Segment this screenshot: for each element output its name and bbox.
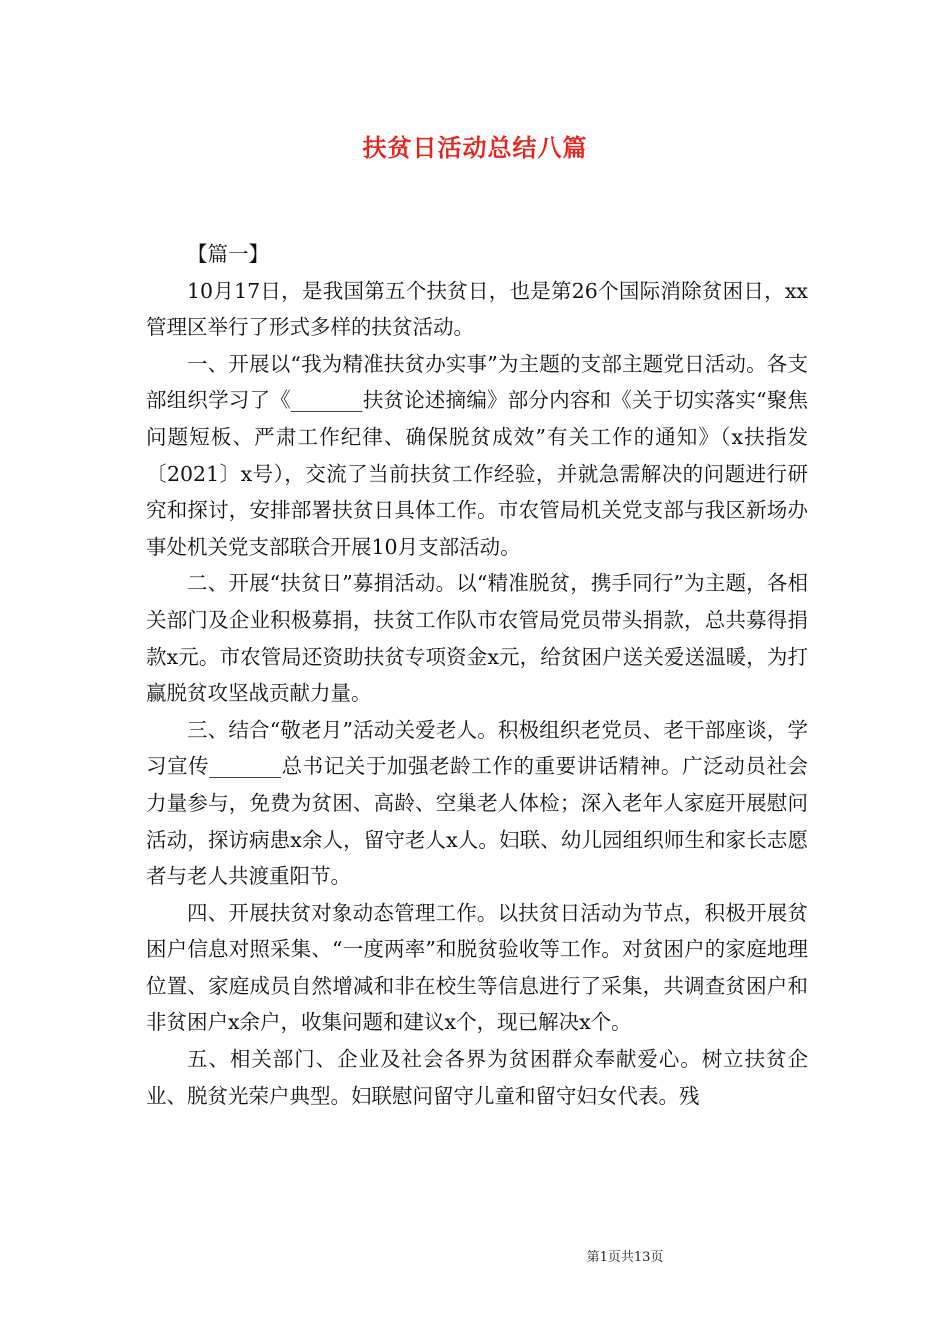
- paragraph-item-4: 四、开展扶贫对象动态管理工作。以扶贫日活动为节点，积极开展贫困户信息对照采集、“一度两率”和脱贫验收等工作。对贫困户的家庭地理位置、家庭成员自然增减和非在校生等信息进行了采集，共调查贫困户和非贫困户x余户，收集问题和建议x个，现已解决x个。: [146, 900, 808, 1035]
- paragraph-intro: 10月17日，是我国第五个扶贫日，也是第26个国际消除贫困日，xx管理区举行了形式多样的扶贫活动。: [146, 278, 808, 340]
- document-title: 扶贫日活动总结八篇: [362, 133, 588, 162]
- paragraph-item-1: 一、开展以“我为精准扶贫办实事”为主题的支部主题党日活动。各支部组织学习了《_______扶贫论述摘编》部分内容和《关于切实落实“聚焦问题短板、严肃工作纪律、确保脱贫成效”有关工作的通知》（x扶指发〔2021〕x号），交流了当前扶贫工作经验，并就急需解决的问题进行研究和探讨，安排部署扶贫日具体工作。市农管局机关党支部与我区新场办事处机关党支部联合开展10月支部活动。: [146, 351, 808, 559]
- paragraph-item-2: 二、开展“扶贫日”募捐活动。以“精准脱贫，携手同行”为主题，各相关部门及企业积极募捐，扶贫工作队市农管局党员带头捐款，总共募得捐款x元。市农管局还资助扶贫专项资金x元，给贫困户送关爱送温暖，为打赢脱贫攻坚战贡献力量。: [146, 571, 808, 706]
- section-label: 【篇一】: [187, 242, 269, 266]
- page-number: 第1页共13页: [586, 1250, 664, 1265]
- paragraph-item-3: 三、结合“敬老月”活动关爱老人。积极组织老党员、老干部座谈，学习宣传_______总书记关于加强老龄工作的重要讲话精神。广泛动员社会力量参与，免费为贫困、高龄、空巢老人体检；深入老年人家庭开展慰问活动，探访病患x余人，留守老人x人。妇联、幼儿园组织师生和家长志愿者与老人共渡重阳节。: [146, 717, 808, 889]
- paragraph-item-5: 五、相关部门、企业及社会各界为贫困群众奉献爱心。树立扶贫企业、脱贫光荣户典型。妇联慰问留守儿童和留守妇女代表。残: [146, 1047, 808, 1108]
- document-body: [146, 236, 808, 1114]
